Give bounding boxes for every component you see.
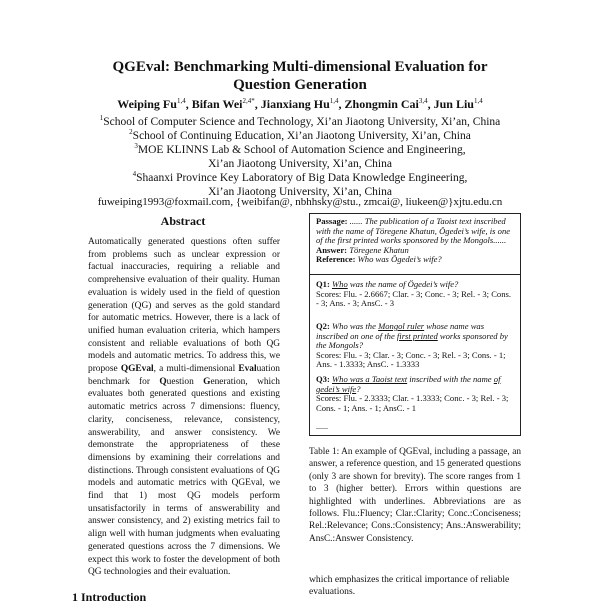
q2-text: works sponsored by the Mongols?	[316, 330, 508, 351]
abstract-heading: Abstract	[160, 214, 206, 228]
author-affiliation-marker: 3,4	[418, 97, 428, 105]
abstract-bold-text: Q	[159, 376, 167, 387]
question-block-q3	[316, 375, 514, 413]
paper-title-line-2: Question Generation	[233, 77, 367, 93]
answer-label: Answer:	[316, 244, 348, 255]
abstract-bold-text: G	[203, 376, 211, 387]
author-affiliation-marker: 2,4*	[242, 97, 255, 105]
affiliation-marker: 3	[134, 142, 138, 150]
abstract-body	[88, 236, 280, 579]
q2-text: Who was the	[332, 321, 379, 331]
author-emails: fuweiping1993@foxmail.com, {weibifan@, nbhhsky@stu., zmcai@, liukeen@}xjtu.edu.cn	[97, 196, 503, 208]
affiliation-marker: 1	[99, 114, 104, 122]
question-block-q2	[316, 322, 514, 370]
q2-text: whose name was inscribed on one of the	[316, 321, 485, 341]
q1-text: was the name of Ögedei’s wife?	[347, 279, 459, 289]
q3-error-highlight: of gedei’s wife	[316, 374, 501, 394]
introduction-heading: 1 Introduction	[72, 590, 147, 604]
abstract-text: uestion	[166, 376, 204, 387]
abstract-bold-text: Eval	[238, 364, 257, 375]
reference-text: Who was Ögedei’s wife?	[357, 254, 442, 265]
q3-label: Q3:	[316, 374, 330, 384]
passage-text: ...... The publication of a Taoist text inscribed with the name of Töregene Khatun, Ögedei’s wife, is one of the first printed works sponsored by the Mongols......	[316, 216, 511, 246]
answer-text: Töregene Khatun	[349, 244, 409, 255]
q2-error-highlight: Mongol ruler	[378, 321, 425, 331]
right-column-text: which emphasizes the critical importance of reliable evaluations.	[309, 574, 510, 598]
author-affiliation-marker: 1,4	[473, 97, 483, 105]
table-passage-block	[316, 217, 514, 265]
table-caption: Table 1: An example of QGEval, including a passage, an answer, a reference question, and 15 generated questions (only 3 are shown for brevity). The score ranges from 1 to 3 (higher better). Errors within questions are highlighted with underlines. Abbreviations are as follows. Flu.:Fluency; Clar.:Clarity; Conc.:Conciseness; Rel.:Relevance; Cons.:Consistency; Ans.:Answerability; AnsC.:Answer Consistency.	[309, 447, 521, 544]
reference-label: Reference:	[316, 254, 356, 265]
q1-error-highlight: Who	[332, 279, 348, 289]
paper-title-line-1: QGEval: Benchmarking Multi-dimensional Evaluation for	[112, 59, 488, 75]
author-separator: ,	[185, 97, 192, 111]
author-name: Zhongmin Cai	[344, 97, 419, 111]
example-table	[309, 213, 521, 436]
author-name: Jianxiang Hu	[260, 97, 330, 111]
q2-scores: Scores: Flu. - 3; Clar. - 3; Conc. - 3; Rel. - 3; Cons. - 1; Ans. - 1.3333; AnsC. - 1.3333	[316, 349, 506, 370]
affiliation-text: School of Computer Science and Technology, Xi’an Jiaotong University, Xi’an, China	[103, 115, 501, 128]
table-divider	[310, 274, 520, 275]
affiliation-text: MOE KLINNS Lab & School of Automation Science and Engineering,	[137, 143, 466, 156]
affiliation-text: Xi’an Jiaotong University, Xi’an, China	[208, 157, 392, 170]
abstract-bold-text: QGEval	[120, 364, 154, 375]
author-separator: ,	[427, 97, 434, 111]
q1-scores: Scores: Flu. - 2.6667; Clar. - 3; Conc. - 3; Rel. - 3; Cons. - 3; Ans. - 3; AnsC. - 3	[316, 288, 512, 309]
abstract-text: , a multi-dimensional	[153, 364, 239, 375]
affiliation-marker: 2	[129, 128, 133, 136]
q1-label: Q1:	[316, 279, 330, 289]
author-affiliation-marker: 1,4	[176, 97, 186, 105]
q3-text: ?	[356, 383, 361, 394]
q3-scores: Scores: Flu. - 2.3333; Clar. - 1.3333; Conc. - 3; Rel. - 3; Cons. - 1; Ans. - 1; AnsC. - 1	[316, 393, 509, 413]
affiliation-text: Xi’an Jiaotong University, Xi’an, China	[208, 185, 392, 198]
affiliation-marker: 4	[132, 170, 137, 178]
author-name: Bifan Wei	[191, 97, 243, 111]
q3-text: inscribed with the name	[407, 374, 494, 384]
q2-error-highlight: first printed	[396, 330, 438, 341]
author-separator: ,	[338, 97, 345, 111]
author-affiliation-marker: 1,4	[329, 97, 339, 105]
author-name: Jun Liu	[433, 97, 474, 111]
affiliation-text: School of Continuing Education, Xi’an Jiaotong University, Xi’an, China	[132, 129, 471, 142]
abstract-text: Automatically generated questions often suffer from problems such as unclear expression or factual inaccuracies, requiring a reliable and comprehensive evaluation of their quality. Human evaluation is widely used in the field of question generation (QG) and serves as the gold standard for automatic metrics. However, there is a lack of unified human evaluation criteria, which hampers consistent and reliable evaluations of both QG models and automatic metrics. To address this, we propose	[88, 237, 280, 375]
abstract-text: uation benchmark for	[88, 364, 280, 387]
passage-label: Passage:	[316, 216, 348, 226]
q2-label: Q2:	[316, 321, 330, 331]
author-list	[0, 97, 600, 112]
author-name: Weiping Fu	[117, 97, 177, 111]
question-block-q1	[316, 280, 514, 309]
table-ellipsis: ......	[316, 422, 328, 431]
author-separator: ,	[254, 97, 261, 111]
affiliation-text: Shaanxi Province Key Laboratory of Big Data Knowledge Engineering,	[136, 171, 468, 184]
q3-error-highlight: Who was a Taoist text	[332, 374, 408, 384]
abstract-text: eneration, which evaluates both generated questions and existing automatic metrics across 7 dimensions: fluency, clarity, conciseness, relevance, consistency, answerability, and answer consistency. We demonstrate the appropriateness of these dimensions by examining their correlations and distinctions. Through consistent evaluations of QG models and automatic metrics with QGEval, we find that 1) most QG models perform unsatisfactorily in terms of answerability and answer consistency, and 2) existing metrics fail to align well with human judgments when evaluating generated questions across the 7 dimensions. We expect this work to foster the development of both QG technologies and their evaluation.	[88, 376, 280, 578]
